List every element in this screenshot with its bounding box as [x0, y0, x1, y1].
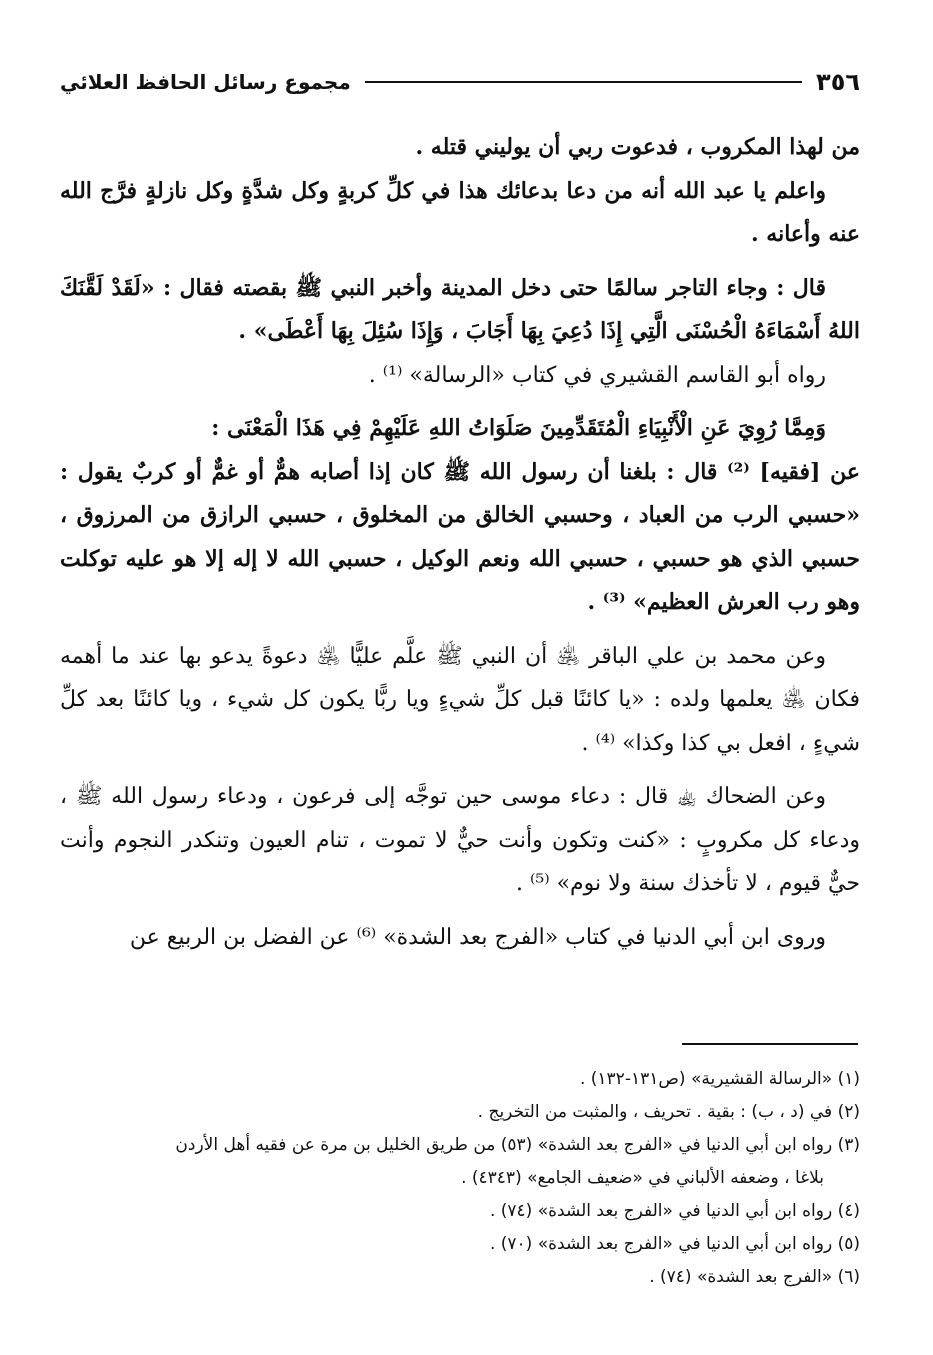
book-page — [60, 50, 860, 1320]
footnote: (١) «الرسالة القشيرية» (ص١٣١-١٣٢) . — [579, 1069, 860, 1089]
paragraph: قال : وجاء التاجر سالمًا حتى دخل المدينة وأخبر النبي ﷺ بقصته فقال : «لَقَدْ لَقَّنَكَ اللهُ أَسْمَاءَهُ الْحُسْنَى الَّتِي إِذَا دُعِيَ بِهَا أَجَابَ ، وَإِذَا سُئِلَ بِهَا أَعْطَى» . — [60, 274, 860, 344]
paragraph: عن [فقيه] ⁽²⁾ قال : بلغنا أن رسول الله ﷺ كان إذا أصابه همٌّ أو غمٌّ أو كربٌ يقول : «حسبي الرب من العباد ، وحسبي الخالق من المخلوق ، حسبي الرازق من المرزوق ، حسبي الذي هو حسبي ، حسبي الله ونعم الوكيل ، حسبي الله لا إله إلا هو عليه توكلت وهو رب العرش العظيم» ⁽³⁾ . — [60, 458, 860, 615]
main-text — [60, 126, 860, 959]
paragraph: وعن الضحاك ﵀ قال : دعاء موسى حين توجَّه إلى فرعون ، ودعاء رسول الله ﷺ ، ودعاء كل مكروبٍ : «كنت وتكون وأنت حيٌّ لا تموت ، تنام العيون وتنكدر النجوم وأنت حيٌّ قيوم ، لا تأخذك سنة ولا نوم» ⁽⁵⁾ . — [60, 784, 860, 896]
paragraph: وروى ابن أبي الدنيا في كتاب «الفرج بعد الشدة» ⁽⁶⁾ عن الفضل بن الربيع عن — [129, 924, 826, 950]
header-rule — [365, 81, 802, 83]
paragraph-continuation: من لهذا المكروب ، فدعوت ربي أن يوليني قتله . — [415, 134, 860, 160]
book-title: مجموع رسائل الحافظ العلائي — [60, 70, 351, 94]
footnote: (٢) في (د ، ب) : بقية . تحريف ، والمثبت من التخريج . — [477, 1102, 860, 1122]
footnote-continuation: بلاغا ، وضعفه الألباني في «ضعيف الجامع» (٤٣٤٣) . — [461, 1168, 824, 1188]
paragraph: وعن محمد بن علي الباقر ﵁ أن النبي ﷺ علَّم عليًّا ﵁ دعوةً يدعو بها عند ما أهمه فكان ﵁ يعلمها ولده : «يا كائنًا قبل كلِّ شيءٍ ويا ربًّا يكون كل شيء ، ويا كائنًا بعد كلِّ شيءٍ ، افعل بي كذا وكذا» ⁽⁴⁾ . — [60, 643, 860, 756]
page-number: ٣٥٦ — [816, 68, 860, 96]
footnotes — [60, 1063, 860, 1294]
paragraph: رواه أبو القاسم القشيري في كتاب «الرسالة» ⁽¹⁾ . — [368, 362, 826, 388]
running-header — [60, 60, 860, 104]
footnote-separator — [682, 1043, 858, 1045]
footnote: (٤) رواه ابن أبي الدنيا في «الفرج بعد الشدة» (٧٤) . — [489, 1201, 860, 1221]
footnote: (٥) رواه ابن أبي الدنيا في «الفرج بعد الشدة» (٧٠) . — [489, 1234, 860, 1254]
footnote: (٦) «الفرج بعد الشدة» (٧٤) . — [649, 1267, 860, 1287]
paragraph: واعلم يا عبد الله أنه من دعا بدعائك هذا في كلِّ كربةٍ وكل شدَّةٍ وكل نازلةٍ فرَّج الله عنه وأعانه . — [60, 177, 860, 247]
footnote: (٣) رواه ابن أبي الدنيا في «الفرج بعد الشدة» (٥٣) من طريق الخليل بن مرة عن فقيه أهل الأردن — [175, 1135, 860, 1155]
section-heading: وَمِمَّا رُوِيَ عَنِ الْأَنْبِيَاءِ الْمُتَقَدِّمِينَ صَلَوَاتُ اللهِ عَلَيْهِمْ فِي هَذَا الْمَعْنَى : — [211, 415, 826, 441]
